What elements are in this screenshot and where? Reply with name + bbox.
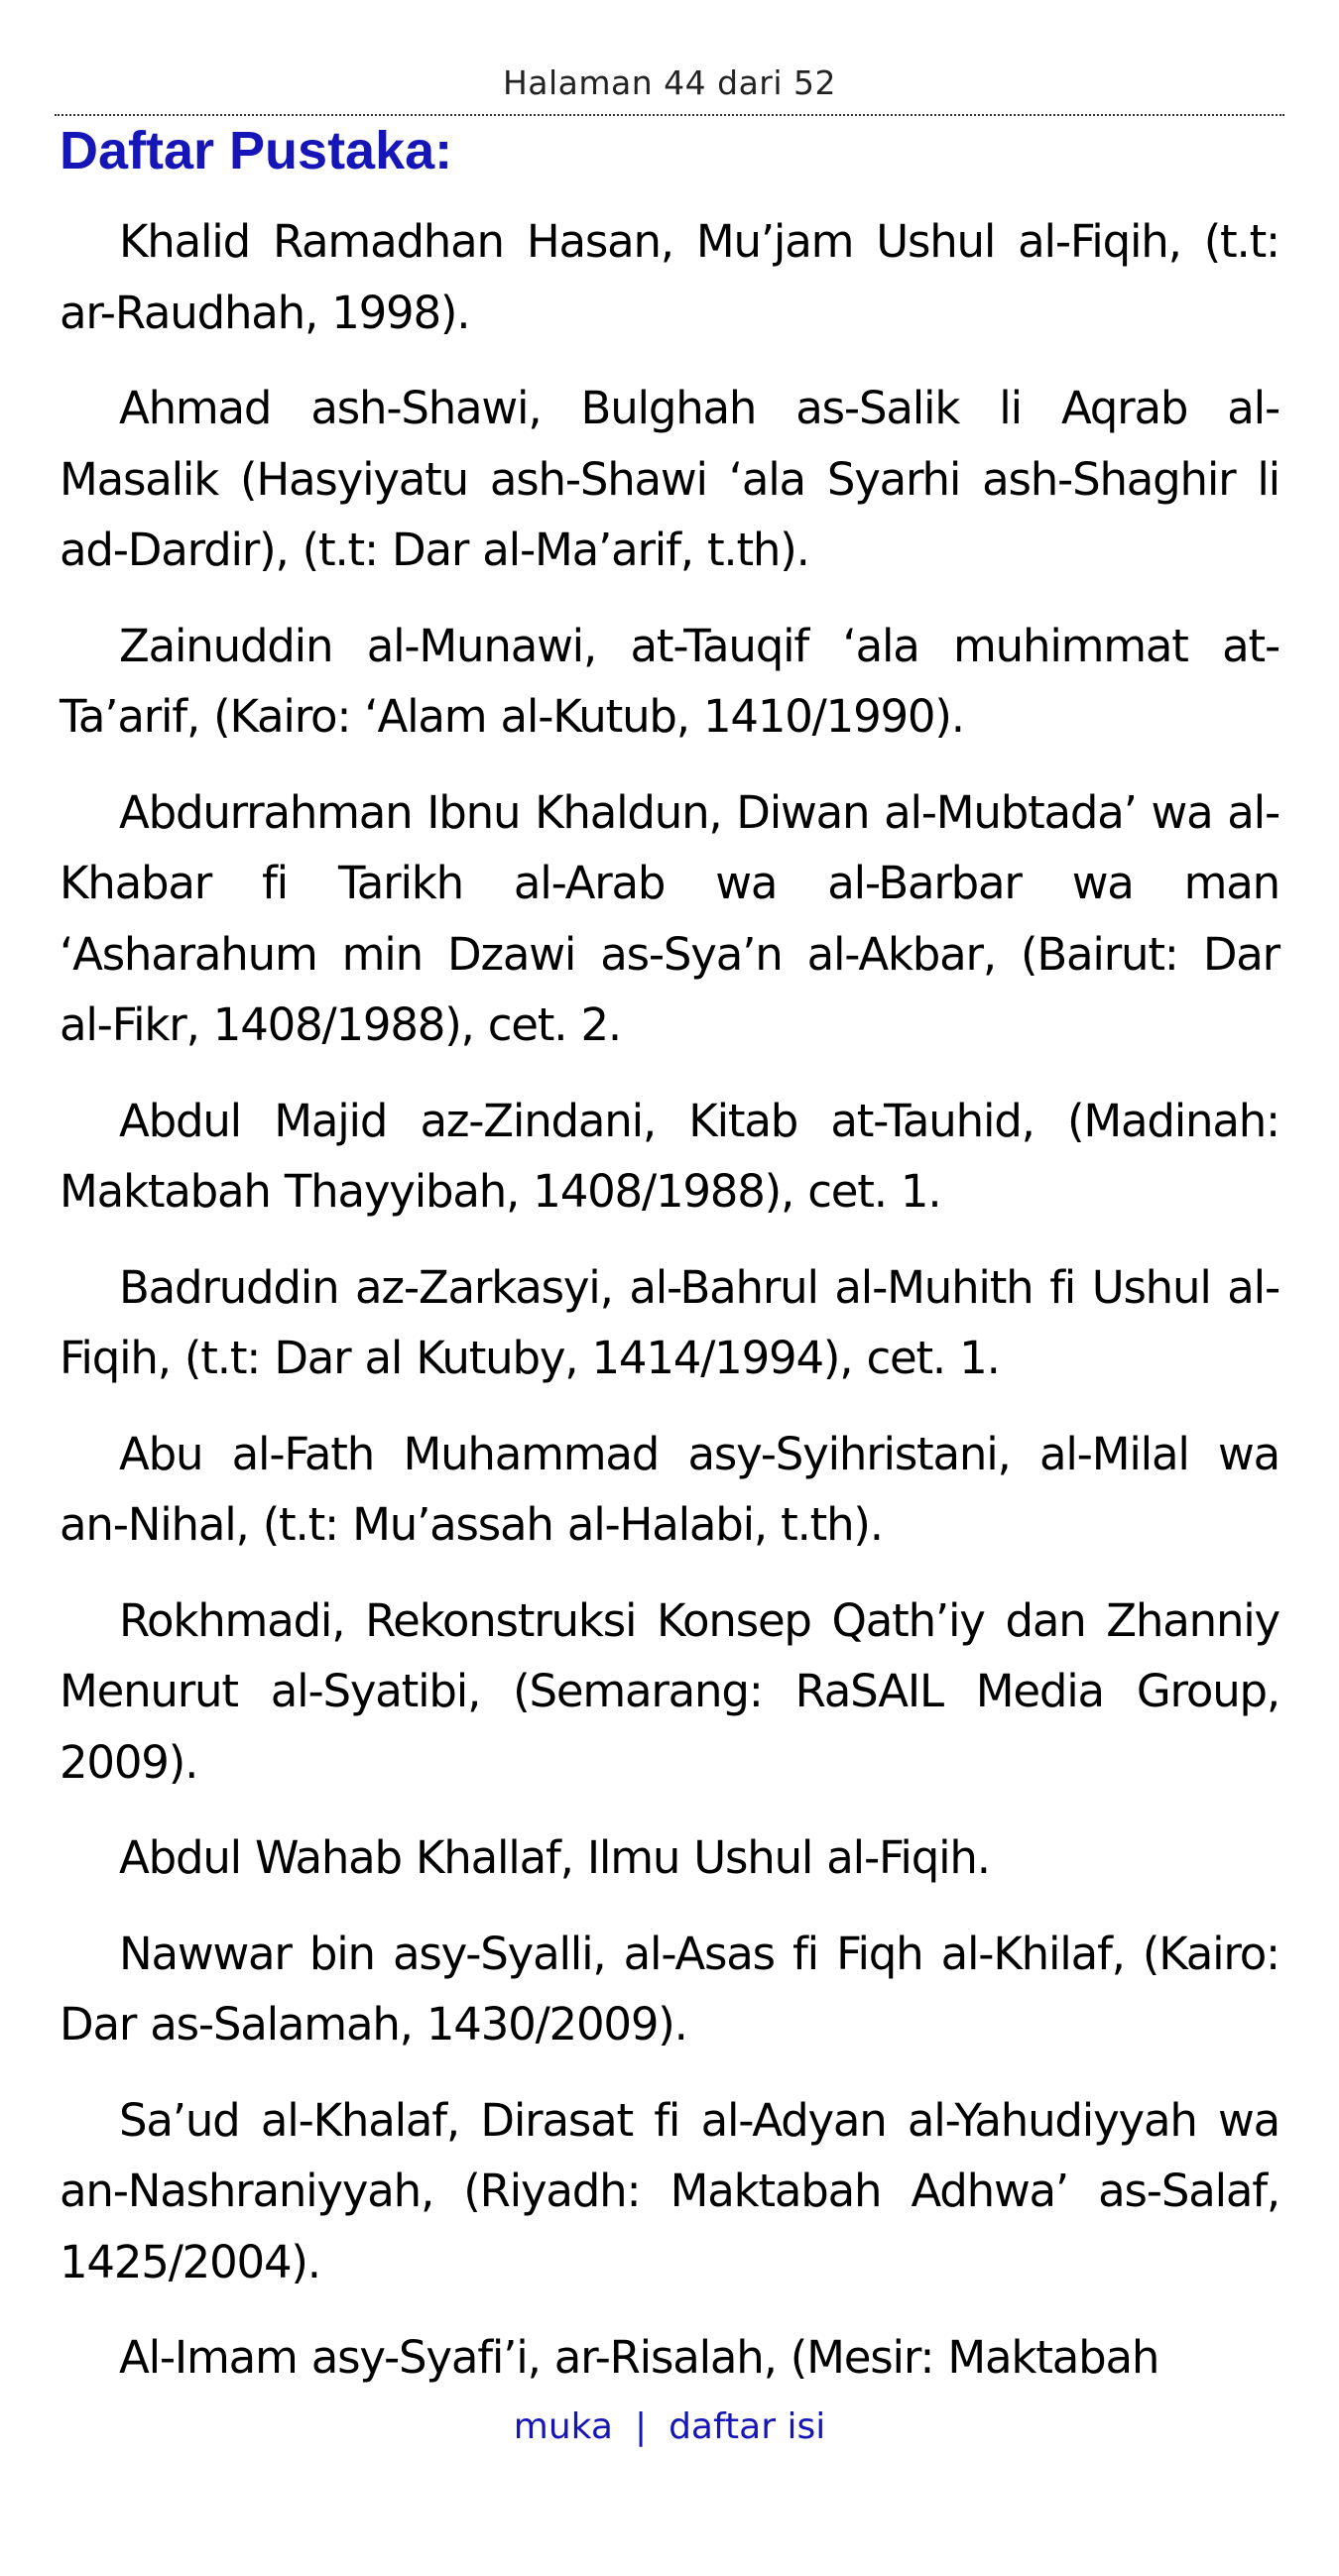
reference-item: Badruddin az-Zarkasyi, al-Bahrul al-Muhith fi Ushul al-Fiqih, (t.t: Dar al Kutuby, 1414/1994), cet. 1. — [60, 1260, 1279, 1384]
reference-item: Zainuddin al-Munawi, at-Tauqif ‘ala muhimmat at-Ta’arif, (Kairo: ‘Alam al-Kutub, 1410/1990). — [60, 619, 1279, 743]
reference-item: Ahmad ash-Shawi, Bulghah as-Salik li Aqrab al-Masalik (Hasyiyatu ash-Shawi ‘ala Syarhi ash-Shaghir li ad-Dardir), (t.t: Dar al-Ma’arif, t.th). — [60, 382, 1279, 576]
reference-item: Abdul Majid az-Zindani, Kitab at-Tauhid, (Madinah: Maktabah Thayyibah, 1408/1988), cet. 1. — [60, 1094, 1279, 1218]
page-indicator: Halaman 44 dari 52 — [502, 63, 837, 102]
reference-item: Abdurrahman Ibnu Khaldun, Diwan al-Mubtada’ wa al-Khabar fi Tarikh al-Arab wa al-Barbar wa man ‘Asharahum min Dzawi as-Sya’n al-Akbar, (Bairut: Dar al-Fikr, 1408/1988), cet. 2. — [60, 785, 1279, 1051]
reference-item: Nawwar bin asy-Syalli, al-Asas fi Fiqh al-Khilaf, (Kairo: Dar as-Salamah, 1430/2009). — [60, 1927, 1279, 2050]
reference-item: Rokhmadi, Rekonstruksi Konsep Qath’iy dan Zhanniy Menurut al-Syatibi, (Semarang: RaSAIL Media Group, 2009). — [60, 1593, 1279, 1789]
reference-item: Khalid Ramadhan Hasan, Mu’jam Ushul al-Fiqih, (t.t: ar-Raudhah, 1998). — [60, 215, 1279, 339]
reference-item: Abdul Wahab Khallaf, Ilmu Ushul al-Fiqih. — [119, 1831, 990, 1884]
table-of-contents-link[interactable]: daftar isi — [669, 2406, 826, 2447]
section-title: Daftar Pustaka: — [60, 121, 453, 180]
home-link[interactable]: muka — [513, 2406, 613, 2447]
nav-separator: | — [634, 2406, 648, 2447]
reference-item: Sa’ud al-Khalaf, Dirasat fi al-Adyan al-Yahudiyyah wa an-Nashraniyyah, (Riyadh: Maktabah Adhwa’ as-Salaf, 1425/2004). — [60, 2093, 1279, 2288]
footer-nav — [0, 2400, 1339, 2455]
reference-list — [60, 206, 1279, 2418]
reference-item: Abu al-Fath Muhammad asy-Syihristani, al-Milal wa an-Nihal, (t.t: Mu’assah al-Halabi, t.th). — [60, 1427, 1279, 1551]
reference-item: Al-Imam asy-Syafi’i, ar-Risalah, (Mesir: Maktabah — [119, 2331, 1159, 2384]
